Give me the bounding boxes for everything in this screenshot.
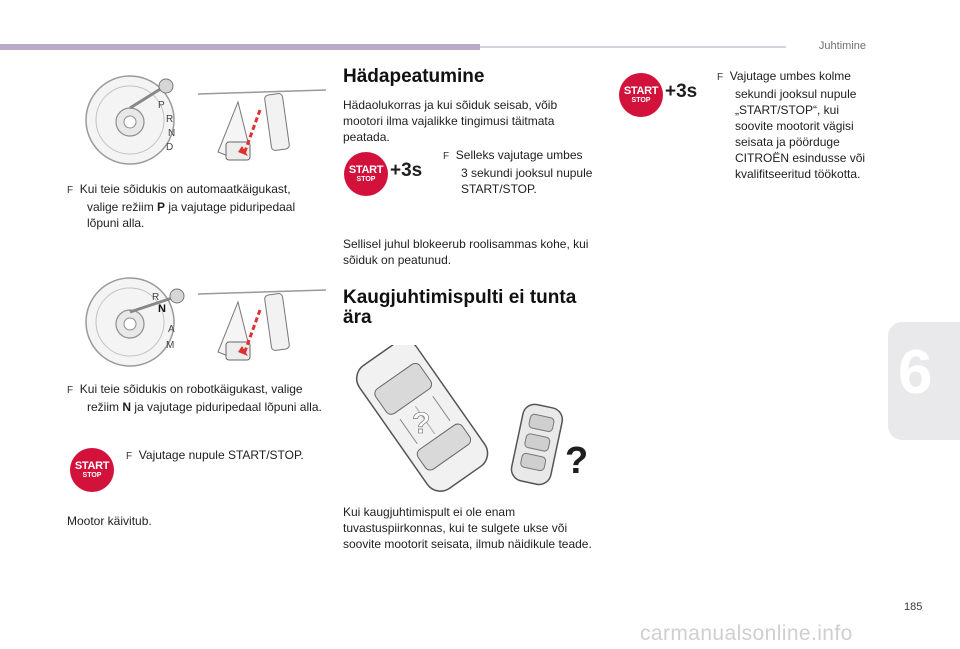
section-title: Juhtimine <box>818 40 866 52</box>
bullet-marker: F <box>67 185 74 196</box>
steering-lock-text: Sellisel juhul blokeerub roolisammas kohe, kui sõiduk on peatunud. <box>343 237 589 267</box>
header-accent-bar <box>0 44 480 50</box>
start-stop-button-icon: START STOP <box>619 73 663 117</box>
robotised-gearbox-illustration <box>78 272 328 372</box>
emergency-intro-text: Hädaolukorras ja kui sõiduk seisab, võib mootori ilma vajalikke tingimusi täitmata peatada. <box>343 98 558 144</box>
car-question-mark: ? <box>412 407 431 440</box>
gear-n-robot-label: N <box>158 303 166 315</box>
auto-gearbox-text: F Kui teie sõidukis on automaatkäigukast, valige režiim P ja vajutage piduripedaal lõpuni alla. <box>67 182 296 230</box>
car-and-remote-illustration <box>350 345 600 495</box>
start-stop-button-icon: START STOP <box>70 448 114 492</box>
gear-a-label: A <box>168 324 175 335</box>
gear-r-robot-label: R <box>152 292 160 303</box>
gear-n-label: N <box>168 128 176 139</box>
gear-p-label: P <box>158 100 165 111</box>
remote-question-mark: ? <box>565 440 589 482</box>
heading-emergency-stop: Hädapeatumine <box>343 66 485 87</box>
gear-d-label: D <box>166 142 174 153</box>
header-rule <box>480 46 786 48</box>
three-seconds-label: +3s <box>390 160 423 181</box>
page-number: 185 <box>904 601 923 613</box>
gear-r-label: R <box>166 114 174 125</box>
hold-three-seconds-text: F Selleks vajutage umbes 3 sekundi jooksul nupule START/STOP. <box>443 148 593 196</box>
three-seconds-label: +3s <box>665 81 698 102</box>
engine-starts-text: Mootor käivitub. <box>67 514 152 528</box>
gear-m-label: M <box>166 340 175 351</box>
press-start-text: F Vajutage nupule START/STOP. <box>126 448 304 462</box>
chapter-number: 6 <box>898 338 933 407</box>
remote-not-detected-text: Kui kaugjuhtimispult ei ole enam tuvastuspiirkonnas, kui te sulgete ukse või soovite mootorit seisata, ilmub näidikule teade. <box>343 505 592 551</box>
robot-gearbox-text: F Kui teie sõidukis on robotkäigukast, valige režiim N ja vajutage piduripedaal lõpuni alla. <box>67 382 322 414</box>
start-stop-button-icon: START STOP <box>344 152 388 196</box>
heading-remote-not-detected: Kaugjuhtimispulti ei tunta ära <box>343 287 577 328</box>
force-stop-text: F Vajutage umbes kolme sekundi jooksul nupule „START/STOP“, kui soovite mootorit vägisi seisata ja pöörduge CITROËN esindusse või kvalifitseeritud töökotta. <box>717 69 866 181</box>
automatic-gearbox-illustration <box>78 72 328 172</box>
watermark: carmanualsonline.info <box>640 622 853 645</box>
